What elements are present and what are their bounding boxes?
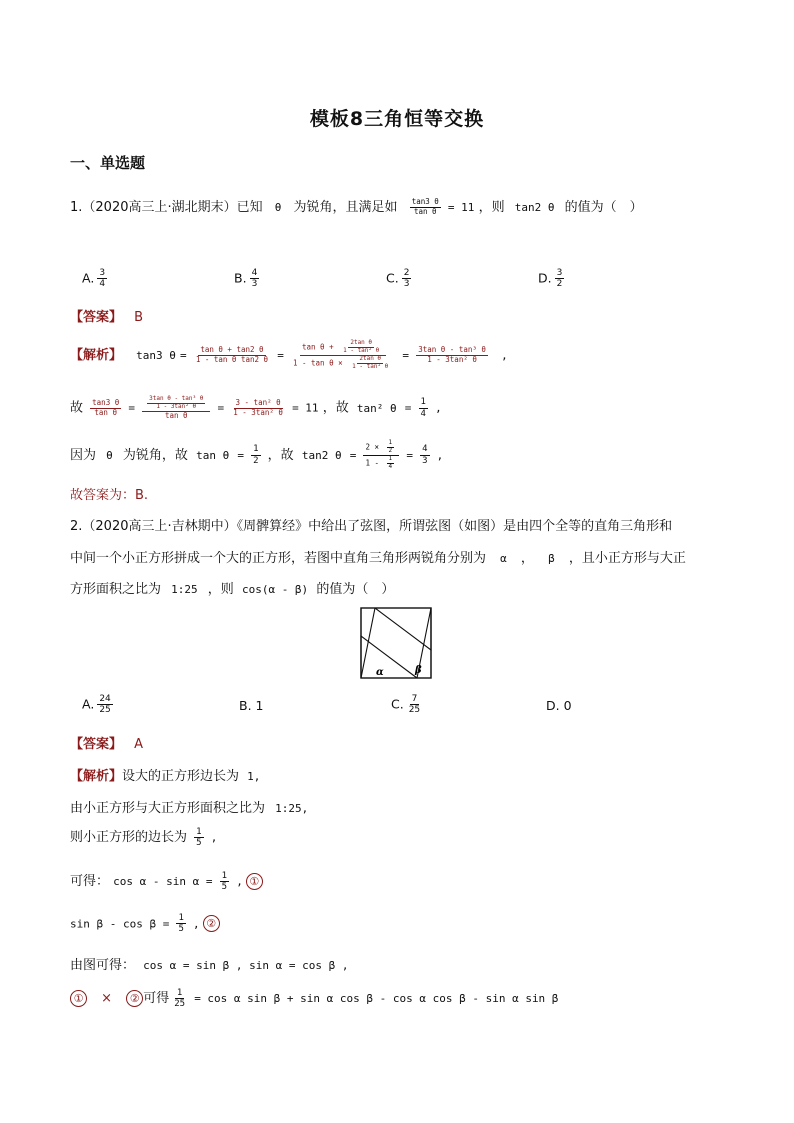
a2-frac-1 [90,399,121,417]
q2-analysis-line-7 [70,987,558,1009]
a2-res-num: 1 [420,397,426,408]
s3-text: 则小正方形的边长为 [70,830,188,845]
answer-tag: 【答案】 [70,310,123,325]
a2-frac-2 [142,396,210,420]
a3-mid2: ，故 [267,447,294,463]
a2-tan: tan² θ [356,401,397,415]
a1-f1-den: 1 - tan θ tan2 θ [195,354,269,364]
q1-analysis-line-2: 故 $\frac{\tan 3 \theta}{\text{tan θ}}$ = $\frac{\frac{\text{3tan θ - tan³ θ}}{\text{1 - 3tan² θ}}}{\text{tan θ}}$ = $\frac{\text{3 - tan² θ}}{\text{1 - 3tan² θ}}$ = 11 ，故 tan² θ = $\frac{1}{4}$ , [70,395,442,420]
s6-expr: cos α = sin β , sin α = cos β , [143,959,349,972]
q1-answer [70,306,143,325]
answer-tag: 【答案】 [70,737,123,752]
a2-eq: = 11 [292,401,319,415]
q2-analysis-line-5: sin β - cos β = $\frac{1}{5}$ , ② [70,913,220,935]
option-label: C. [386,270,399,286]
q2-line2-b: ，且小正方形与大正 [568,551,686,566]
option-label: B. [239,698,252,713]
a3-f-num-b: 1 [388,439,393,446]
q2-option-b[interactable] [239,698,264,713]
a3-f-den-c: 4 [388,462,393,470]
q2-line3-b: ，则 [207,582,234,597]
q2-answer [70,733,143,752]
s5-den: 5 [178,924,184,935]
option-label: C. [391,696,404,712]
s3-num: 1 [196,826,202,837]
q2-beta: β [548,552,555,565]
a3-mid: 为锐角，故 [122,447,188,463]
s7-expr: = cos α sin β + sin α cos β - cos α cos β - sin α sin β [194,992,559,1005]
q2-line3-c: 的值为（ ） [316,582,395,597]
option-num: 24 [99,694,111,704]
a1-f2-den-c: 1 - tan² θ [352,362,389,370]
a3-f-num-c: 2 [388,446,393,454]
s4-expr: cos α - sin α = [113,875,213,888]
option-num: 2 [403,268,410,278]
option-den: 25 [99,705,111,716]
a2-f2-num-b: 1 - 3tan² θ [156,402,197,410]
q2-option-d[interactable] [546,698,572,713]
q1-analysis-line-3: 因为 θ 为锐角，故 tan θ = $\frac{1}{2}$ ，故 tan2 θ = 2 × $\frac{1}{2}$ 1 - $\frac{1}{4}$ = $\frac{4}{3}$ , [70,439,444,470]
triangle-left [361,608,375,678]
a2-f1-den: tan θ [94,407,117,417]
a3-res-den: 2 [253,455,259,466]
q1-frac-den: tan θ [413,207,437,216]
q1-option-a[interactable] [82,268,110,290]
option-label: D. [538,270,552,286]
s4-frac [220,871,229,893]
option-label: A. [82,270,95,286]
q2-line2-a: 中间一个小正方形拼成一个大的正方形，若图中直角三角形两锐角分别为 [70,551,487,566]
q1-theta: θ [274,201,282,214]
option-den: 3 [403,279,410,290]
analysis-tag: 【解析】 [70,769,123,784]
q1-prefix: 1.（2020高三上·湖北期末）已知 [70,200,263,215]
q2-line-2: 中间一个小正方形拼成一个大的正方形，若图中直角三角形两锐角分别为 α ， β ，且小正方形与大正 [70,551,686,566]
triangle-top [375,608,431,650]
s4-num: 1 [221,870,228,881]
circle-1-icon: ① [246,873,263,890]
a2-f3-num: 3 - tan² θ [235,398,281,408]
q1-tan2: tan2 θ [514,201,555,214]
a1-f2-num-c: 1 - tan² θ [343,346,380,354]
s1-value: 1, [247,770,261,783]
s3-frac [194,827,203,849]
s7-num: 1 [176,987,183,998]
circle-2-icon: ② [126,990,143,1007]
s1-text: 设大的正方形边长为 [122,769,240,784]
a1-f3-num: 3tan θ - tan³ θ [418,345,486,355]
q2-option-c[interactable] [391,694,425,716]
q1-tail1: ，则 [478,200,505,215]
fig-beta-label: β [415,665,422,676]
a3-f-den-b: 1 [388,454,393,462]
a3-res [251,444,260,466]
q2-line-1: 2.（2020高三上·吉林期中）《周髀算经》中给出了弦图，所谓弦图（如图）是由四个全等的直角三角形和 [70,519,673,534]
option-num: 3 [556,268,563,278]
option-num: 7 [411,694,418,704]
analysis-tag: 【解析】 [70,347,123,363]
s7-den: 25 [174,999,186,1009]
a2-result [419,397,428,419]
a1-f3-den: 1 - 3tan² θ [427,354,477,364]
option-num: 3 [99,268,106,278]
a3-res2-num: 4 [422,444,428,455]
a3-tan: tan θ [196,448,230,462]
a3-theta: θ [106,448,113,462]
circle-1-icon: ① [70,990,87,1007]
a3-res2-den: 3 [422,455,428,466]
times-sign: × [101,991,113,1006]
q2-cos: cos(α - β) [241,583,309,596]
a2-prefix: 故 [70,400,84,416]
q1-tail2: 的值为（ ） [564,200,643,215]
a1-f2-num-a: tan θ + [302,342,334,352]
q2-analysis-line-1 [70,765,260,784]
s3-den: 5 [196,838,202,848]
q1-analysis-line-1: 【解析】 tan3 θ = $\frac{\text{tan θ + tan2 θ}}{\text{1 - tan θ tan2 θ}}$ = tan θ + $\frac{\text{2tan θ}}{\text{1 - tan² θ}}$ 1 - tan θ × $\frac{\text{2tan θ}}{\text{1 - tan² θ}}$ = $\frac{\text{3tan θ - tan³ θ}}{\text{1 - 3tan² θ}}$ , [70,339,508,370]
a1-lhs: tan3 θ [136,348,176,362]
option-den: 4 [99,279,106,290]
question-1-stem [70,196,643,217]
s4-den: 5 [221,882,228,892]
a3-res-num: 1 [253,444,259,455]
option-den: 25 [408,705,421,716]
a1-f2-num-b: 2tan θ [350,339,373,346]
a1-f1-num: tan θ + tan2 θ [200,345,264,355]
a3-frac [363,440,399,471]
q2-analysis-line-6 [70,954,348,973]
triangle-bottom [361,636,417,678]
option-label: D. [546,698,560,713]
a1-frac-3 [416,346,488,364]
q2-alpha: α [500,552,507,565]
q1-conclusion: 故答案为：B. [70,488,149,503]
s5-num: 1 [178,913,184,923]
a2-mid: ，故 [322,400,349,416]
option-label: A. [82,696,95,712]
a3-res2 [420,444,429,466]
a3-prefix: 因为 [70,447,97,463]
circle-2-icon: ② [203,915,220,932]
a1-frac-1 [194,346,270,364]
section-heading: 一、单选题 [70,154,146,172]
q2-ratio: 1:25 [171,583,198,596]
q2-line-3 [70,578,394,597]
q2-analysis-line-2 [70,797,308,816]
answer-value: B [134,310,144,325]
a1-f2-den-a: 1 - tan θ × [292,358,343,368]
a2-f2-num-a: 3tan θ - tan³ θ [149,395,204,402]
s4-text: 可得： [70,874,110,889]
a1-frac-2 [291,340,395,371]
q2-analysis-line-4: 可得： cos α - sin α = $\frac{1}{5}$ , ① [70,870,263,892]
s6-text: 由图可得： [70,958,136,973]
q2-line3-a: 方形面积之比为 [70,582,162,597]
a2-res-den: 4 [420,408,426,419]
q1-mid: 为锐角，且满足如 [293,200,398,215]
xian-diagram [360,607,432,679]
s5-expr: sin β - cos β = [70,917,170,931]
s2-value: 1:25, [275,802,309,815]
s5-frac [176,913,185,935]
s7-frac [172,988,187,1010]
a2-frac-3 [231,399,285,417]
q1-fraction [410,198,441,216]
option-num: 4 [251,268,258,278]
q1-option-d[interactable] [538,268,567,290]
s2-text: 由小正方形与大正方形面积之比为 [70,801,266,816]
q2-option-a[interactable] [82,694,116,716]
a3-f-den-a: 1 - [365,458,380,468]
a1-f2-den-b: 2tan θ [359,354,382,362]
s7-text: 可得 [143,991,170,1006]
q1-eq: = 11 [447,201,475,214]
page-title: 模板8三角恒等交换 [309,108,485,130]
q2-analysis-line-3: 则小正方形的边长为 $\frac{1}{5}$ , [70,826,218,848]
a3-f-num-a: 2 × [365,442,380,452]
option-text: 0 [563,698,572,713]
a2-f1-num: tan3 θ [92,398,120,408]
option-den: 3 [251,279,258,290]
q1-option-b[interactable] [234,268,262,290]
q1-frac-num: tan3 θ [411,197,439,207]
option-den: 2 [556,279,563,290]
option-text: 1 [255,698,264,713]
fig-alpha-label: α [376,667,384,678]
q1-option-c[interactable] [386,268,414,290]
a2-f2-den: tan θ [164,410,188,420]
a2-f3-den: 1 - 3tan² θ [233,407,283,417]
option-label: B. [234,270,247,286]
answer-value: A [134,737,144,752]
a3-tan2: tan2 θ [301,448,342,462]
